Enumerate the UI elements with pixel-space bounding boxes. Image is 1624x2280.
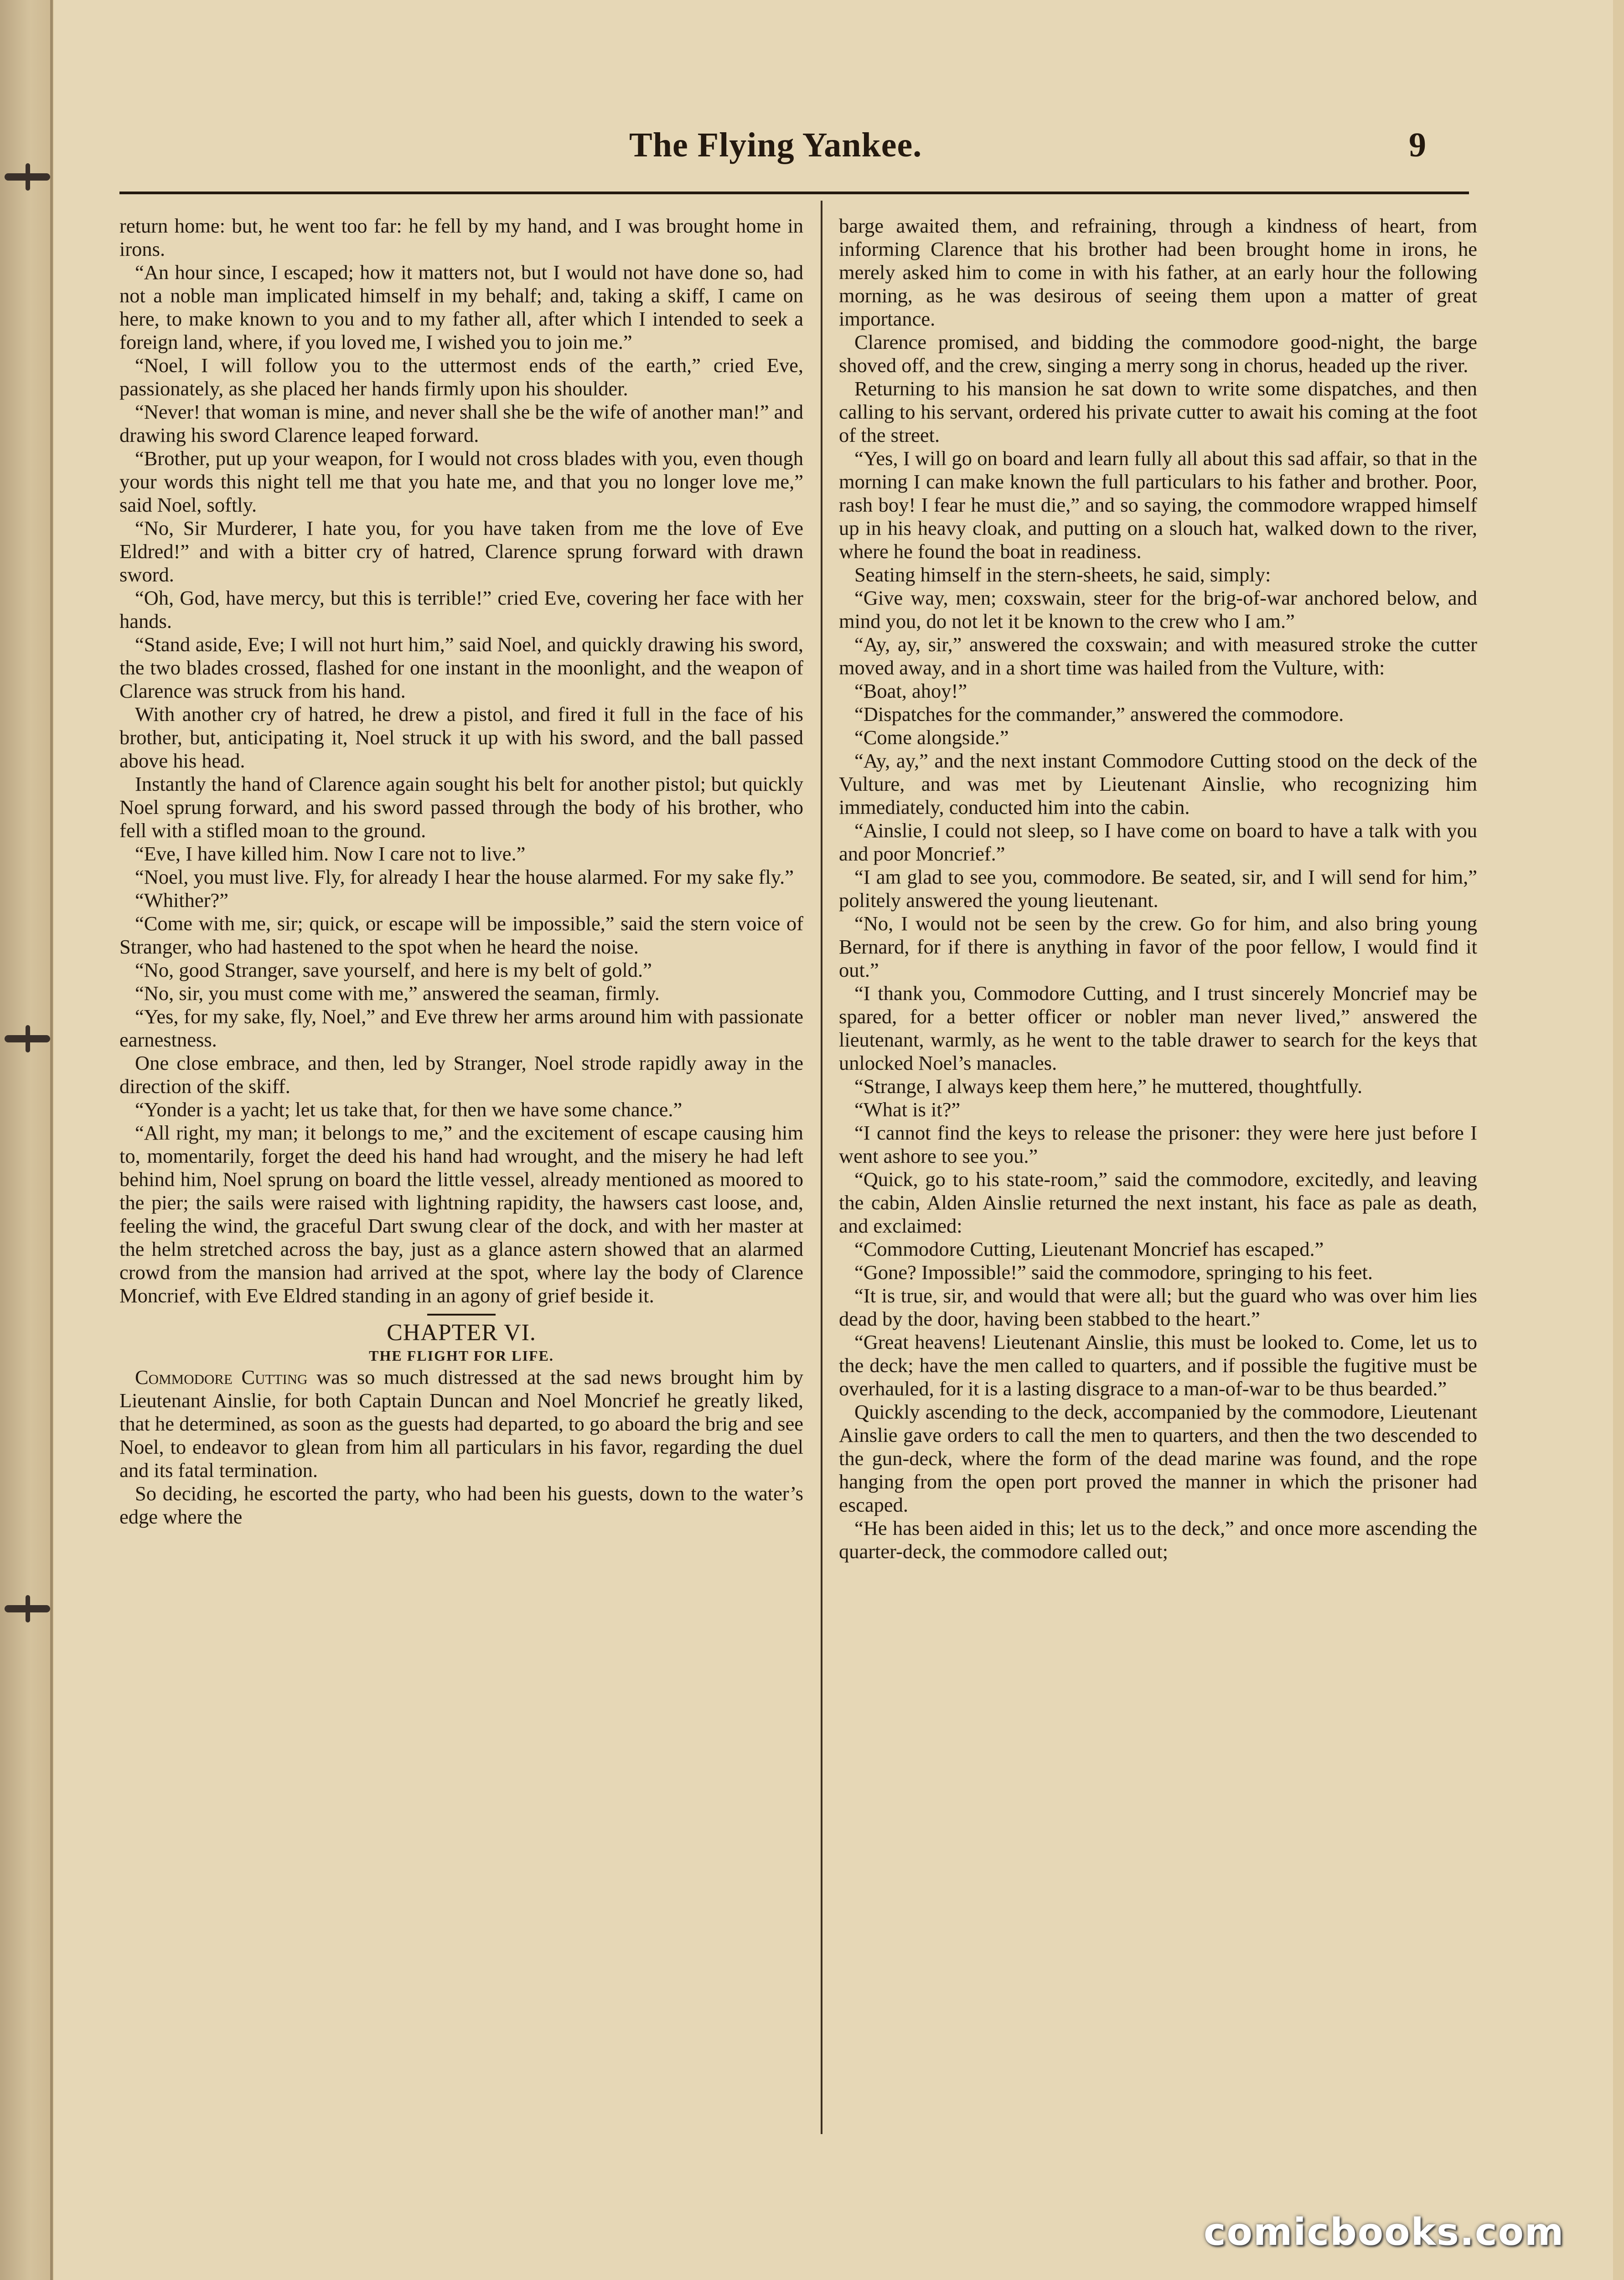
paragraph: Clarence promised, and bidding the commodore good-night, the barge shoved off, and the crew, singing a merry song in chorus, headed up the river.: [839, 331, 1477, 377]
paragraph: “What is it?”: [854, 1098, 961, 1121]
paragraph: “Stand aside, Eve; I will not hurt him,” said Noel, and quickly drawing his sword, the two blades crossed, flashed for one instant in the moonlight, and the weapon of Clarence was struck from his hand.: [119, 633, 803, 702]
chapter-subtitle: THE FLIGHT FOR LIFE.: [369, 1347, 554, 1364]
right-paragraphs: [839, 214, 1477, 1563]
paragraph: return home: but, he went too far: he fell by my hand, and I was brought home in irons.: [119, 214, 803, 260]
chapter-lead-words: Commodore Cutting: [135, 1366, 308, 1389]
page-number: 9: [1409, 126, 1426, 164]
paragraph: barge awaited them, and refraining, through a kindness of heart, from informing Clarence that his brother had been brought home in irons, he merely asked him to come in with his father, at an early hour the following morning, as he was desirous of seeing them upon a matter of great importance.: [839, 214, 1477, 330]
paragraph: “Give way, men; coxswain, steer for the brig-of-war anchored below, and mind you, do not let it be known to the crew who I am.”: [839, 586, 1477, 632]
staple-icon: [5, 173, 50, 181]
right-column: [839, 214, 1477, 1563]
binding-edge: [0, 0, 53, 2280]
left-column: [119, 214, 803, 1529]
paragraph: Seating himself in the stern-sheets, he said, simply:: [854, 563, 1271, 586]
paragraph: “Great heavens! Lieutenant Ainslie, this must be looked to. Come, let us to the deck; have the men called to quarters, and if possible the fugitive must be overhauled, for it is a lasting disgrace to a man-of-war to be thus bearded.”: [839, 1331, 1477, 1400]
paragraph: “Boat, ahoy!”: [854, 679, 967, 702]
paragraph: “Come with me, sir; quick, or escape will be impossible,” said the stern voice of Stranger, who had hastened to the spot when he heard the noise.: [119, 912, 803, 958]
chapter-lead-rest: was so much distressed at the sad news brought him by Lieutenant Ainslie, for both Captain Duncan and Noel Moncrief he greatly liked, that he determined, as soon as the guests had departed, to go aboard the brig and see Noel, to endeavor to glean from him all particulars in his favor, regarding the duel and its fatal termination.: [119, 1366, 803, 1482]
paragraph: One close embrace, and then, led by Stranger, Noel strode rapidly away in the direction of the skiff.: [119, 1052, 803, 1098]
paragraph: With another cry of hatred, he drew a pistol, and fired it full in the face of his brother, but, anticipating it, Noel struck it up with his sword, and the ball passed above his head.: [119, 703, 803, 772]
paragraph: “All right, my man; it belongs to me,” and the excitement of escape causing him to, momentarily, forget the deed his hand had wrought, and the misery he had left behind him, Noel sprung on board the little vessel, already mentioned as moored to the pier; the sails were raised with lightning rapidity, the hawsers cast loose, and, feeling the wind, the graceful Dart swung clear of the dock, and with her master at the helm stretched across the bay, just as a glance astern showed that an alarmed crowd from the mansion had arrived at the spot, where lay the body of Clarence Moncrief, with Eve Eldred standing in an agony of grief beside it.: [119, 1121, 803, 1307]
paragraph: “Come alongside.”: [854, 726, 1009, 749]
staple-icon: [5, 1605, 50, 1612]
paragraph: “No, sir, you must come with me,” answered the seaman, firmly.: [135, 982, 660, 1005]
column-divider: [821, 201, 822, 2134]
running-header-title: The Flying Yankee.: [629, 126, 922, 164]
paragraph: “Brother, put up your weapon, for I would not cross blades with you, even though your words this night tell me that you hate me, and that you no longer love me,” said Noel, softly.: [119, 447, 803, 516]
paragraph: “Dispatches for the commander,” answered the commodore.: [854, 703, 1344, 725]
post-chapter-paragraphs: [119, 1482, 803, 1529]
paragraph: “Noel, I will follow you to the uttermost ends of the earth,” cried Eve, passionately, as she placed her hands firmly upon his shoulder.: [119, 354, 803, 400]
paragraph: “Quick, go to his state-room,” said the commodore, excitedly, and leaving the cabin, Alden Ainslie returned the next instant, his face as pale as death, and exclaimed:: [839, 1168, 1477, 1237]
paragraph: “Yonder is a yacht; let us take that, for then we have some chance.”: [135, 1098, 683, 1121]
chapter-rule: [427, 1314, 496, 1316]
staple-icon: [5, 1035, 50, 1042]
paragraph: Quickly ascending to the deck, accompanied by the commodore, Lieutenant Ainslie gave orders to call the men to quarters, and then the two descended to the gun-deck, where the form of the dead marine was found, and the rope hanging from the open port proved the manner in which the prisoner had escaped.: [839, 1400, 1477, 1516]
paragraph: “An hour since, I escaped; how it matters not, but I would not have done so, had not a noble man implicated himself in my behalf; and, taking a skiff, I came on here, to make known to you and to my father all, after which I intended to seek a foreign land, where, if you loved me, I wished you to join me.”: [119, 261, 803, 353]
paragraph: “Never! that woman is mine, and never shall she be the wife of another man!” and drawing his sword Clarence leaped forward.: [119, 400, 803, 446]
header-rule: [119, 192, 1469, 194]
paragraph: “Ay, ay, sir,” answered the coxswain; and with measured stroke the cutter moved away, and in a short time was hailed from the Vulture, with:: [839, 633, 1477, 679]
paragraph: “No, good Stranger, save yourself, and here is my belt of gold.”: [135, 959, 652, 981]
paragraph: “It is true, sir, and would that were all; but the guard who was over him lies dead by the door, having been stabbed to the heart.”: [839, 1284, 1477, 1330]
chapter-heading-block: [119, 1314, 803, 1366]
paragraph: “I thank you, Commodore Cutting, and I trust sincerely Moncrief may be spared, for a better officer or nobler man never lived,” answered the lieutenant, warmly, as he went to the table drawer to search for the keys that unlocked Noel’s manacles.: [839, 982, 1477, 1074]
watermark-logo: comicbooks.com: [1204, 2211, 1565, 2254]
paragraph: “Strange, I always keep them here,” he muttered, thoughtfully.: [854, 1075, 1363, 1098]
paragraph: Returning to his mansion he sat down to write some dispatches, and then calling to his servant, ordered his private cutter to await his coming at the foot of the street.: [839, 377, 1477, 446]
paragraph: “Oh, God, have mercy, but this is terrible!” cried Eve, covering her face with her hands.: [119, 586, 803, 632]
paragraph: “Yes, I will go on board and learn fully all about this sad affair, so that in the morning I can make known the full particulars to his father and brother. Poor, rash boy! I fear he must die,” and so saying, the commodore wrapped himself up in his heavy cloak, and putting on a slouch hat, walked down to the river, where he found the boat in readiness.: [839, 447, 1477, 563]
paragraph: “Ainslie, I could not sleep, so I have come on board to have a talk with you and poor Moncrief.”: [839, 819, 1477, 865]
paragraph: “No, I would not be seen by the crew. Go for him, and also bring young Bernard, for if there is anything in favor of the poor fellow, I would find it out.”: [839, 912, 1477, 981]
paragraph: “Noel, you must live. Fly, for already I hear the house alarmed. For my sake fly.”: [135, 865, 794, 888]
paragraph: Instantly the hand of Clarence again sought his belt for another pistol; but quickly Noel sprung forward, and his sword passed through the body of his brother, who fell with a stifled moan to the ground.: [119, 772, 803, 842]
paragraph: “Ay, ay,” and the next instant Commodore Cutting stood on the deck of the Vulture, and was met by Lieutenant Ainslie, who recognizing him immediately, conducted him into the cabin.: [839, 749, 1477, 819]
paragraph: “He has been aided in this; let us to the deck,” and once more ascending the quarter-deck, the commodore called out;: [839, 1517, 1477, 1563]
paragraph: So deciding, he escorted the party, who had been his guests, down to the water’s edge where the: [119, 1482, 803, 1528]
paragraph: “Commodore Cutting, Lieutenant Moncrief has escaped.”: [854, 1238, 1324, 1260]
paragraph: “No, Sir Murderer, I hate you, for you have taken from me the love of Eve Eldred!” and with a bitter cry of hatred, Clarence sprung forward with drawn sword.: [119, 517, 803, 586]
paragraph: “Yes, for my sake, fly, Noel,” and Eve threw her arms around him with passionate earnestness.: [119, 1005, 803, 1051]
paragraph: “Eve, I have killed him. Now I care not to live.”: [135, 842, 526, 865]
paragraph: “I am glad to see you, commodore. Be seated, sir, and I will send for him,” politely answered the young lieutenant.: [839, 865, 1477, 912]
paragraph: “I cannot find the keys to release the prisoner: they were here just before I went ashore to see you.”: [839, 1121, 1477, 1167]
chapter-heading: CHAPTER VI.: [387, 1320, 536, 1346]
paragraph: “Whither?”: [135, 889, 229, 912]
paragraph: “Gone? Impossible!” said the commodore, springing to his feet.: [854, 1261, 1373, 1284]
chapter-opening-paragraph: [119, 1366, 803, 1482]
left-paragraphs: [119, 214, 803, 1307]
